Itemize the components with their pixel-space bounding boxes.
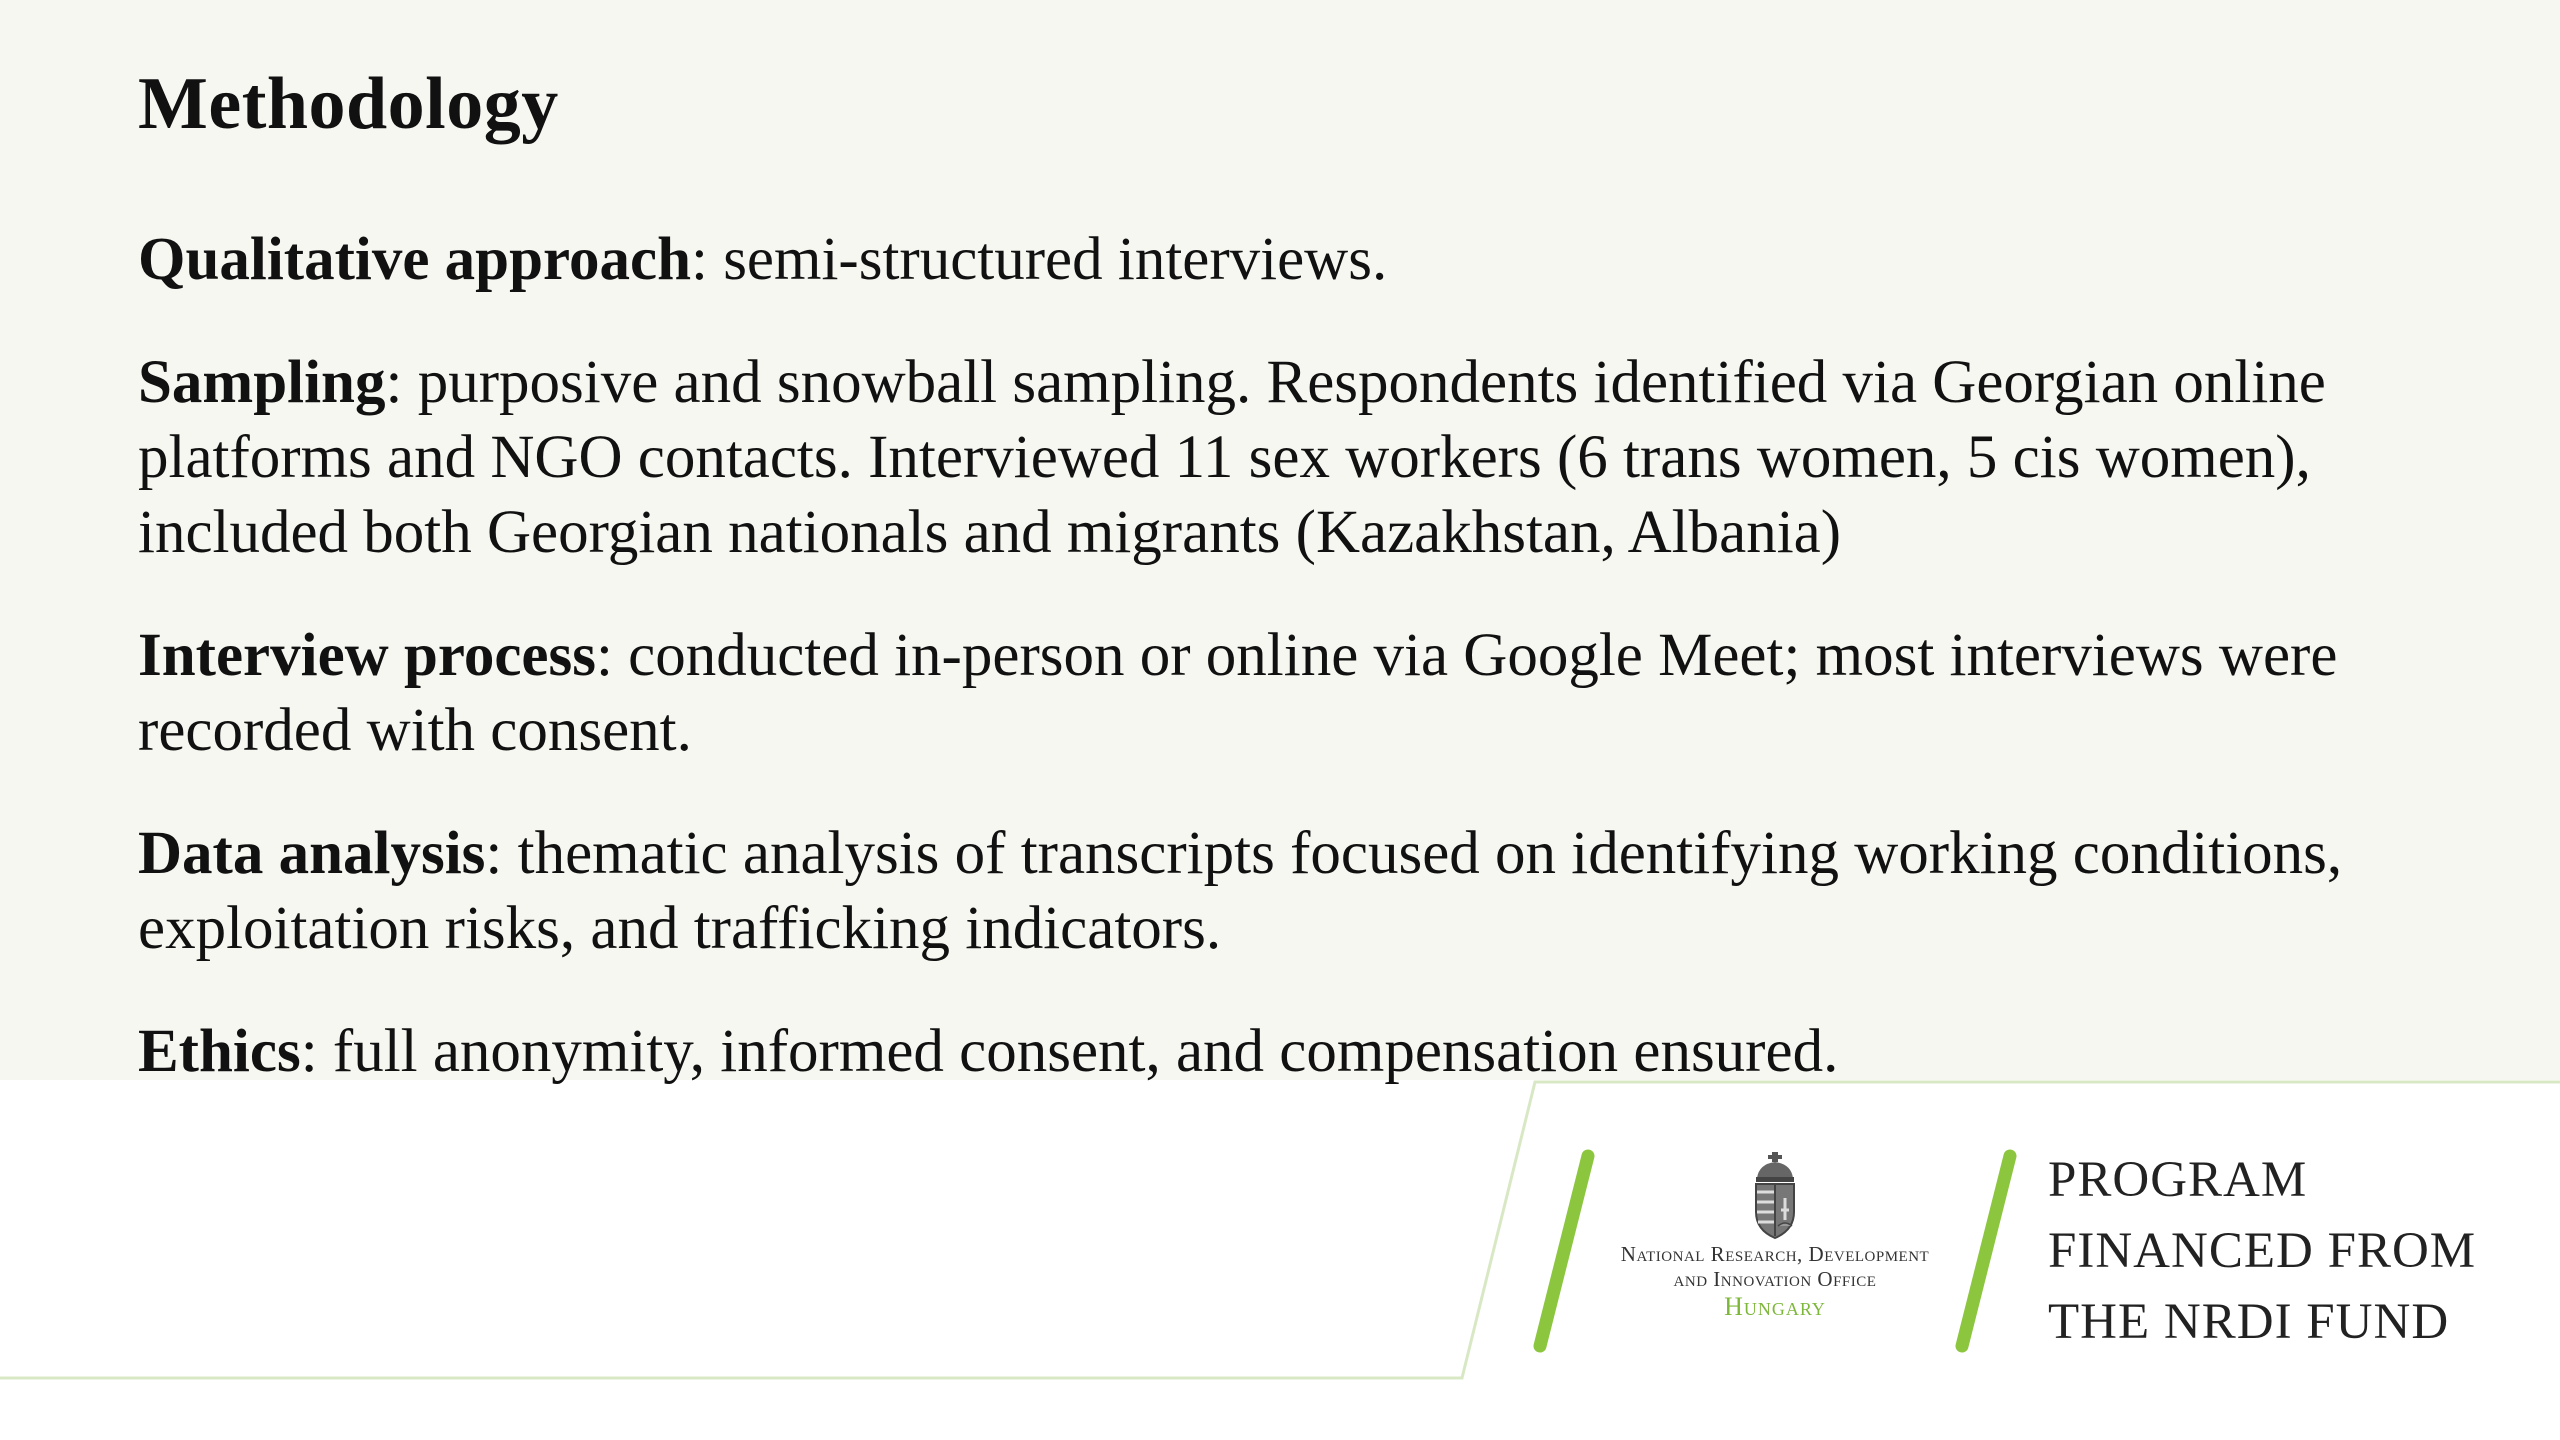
paragraph-text: : full anonymity, informed consent, and compensation ensured. xyxy=(300,1018,1839,1085)
paragraph-sampling xyxy=(138,345,2468,570)
paragraph-label: Sampling xyxy=(138,349,386,416)
paragraph-label: Interview process xyxy=(138,622,596,689)
paragraph-label: Qualitative approach xyxy=(138,226,691,293)
paragraph-text: : semi-structured interviews. xyxy=(691,226,1388,293)
nrdi-name-line2: and Innovation Office xyxy=(1673,1267,1877,1291)
nrdi-name-line1: National Research, Development xyxy=(1620,1242,1930,1266)
paragraph-interview-process xyxy=(138,618,2468,768)
slide-title: Methodology xyxy=(138,63,559,145)
paragraph-text: : thematic analysis of transcripts focused on identifying working conditions, exploitation risks, and trafficking indicators. xyxy=(138,820,2343,962)
paragraph-label: Data analysis xyxy=(138,820,486,887)
program-line: FINANCED FROM xyxy=(2048,1223,2477,1279)
program-funding-text xyxy=(2048,1145,2476,1358)
nrdi-country: Hungary xyxy=(1724,1292,1826,1321)
program-line: THE NRDI FUND xyxy=(2048,1294,2450,1350)
paragraph-text: : purposive and snowball sampling. Respondents identified via Georgian online platforms and NGO contacts. Interviewed 11 sex workers (6 trans women, 5 cis women), included both Georgian nationals and migrants (Kazakhstan, Albania) xyxy=(138,349,2326,566)
slide-content xyxy=(138,222,2468,1137)
paragraph-data-analysis xyxy=(138,816,2468,966)
paragraph-label: Ethics xyxy=(138,1018,301,1085)
paragraph-ethics xyxy=(138,1014,2468,1089)
paragraph-text: : conducted in-person or online via Google Meet; most interviews were recorded with consent. xyxy=(138,622,2338,764)
paragraph-qualitative-approach xyxy=(138,222,2468,297)
program-line: PROGRAM xyxy=(2048,1152,2308,1208)
hungarian-coat-of-arms-icon xyxy=(1749,1150,1801,1242)
nrdi-logo xyxy=(1600,1150,1950,1360)
